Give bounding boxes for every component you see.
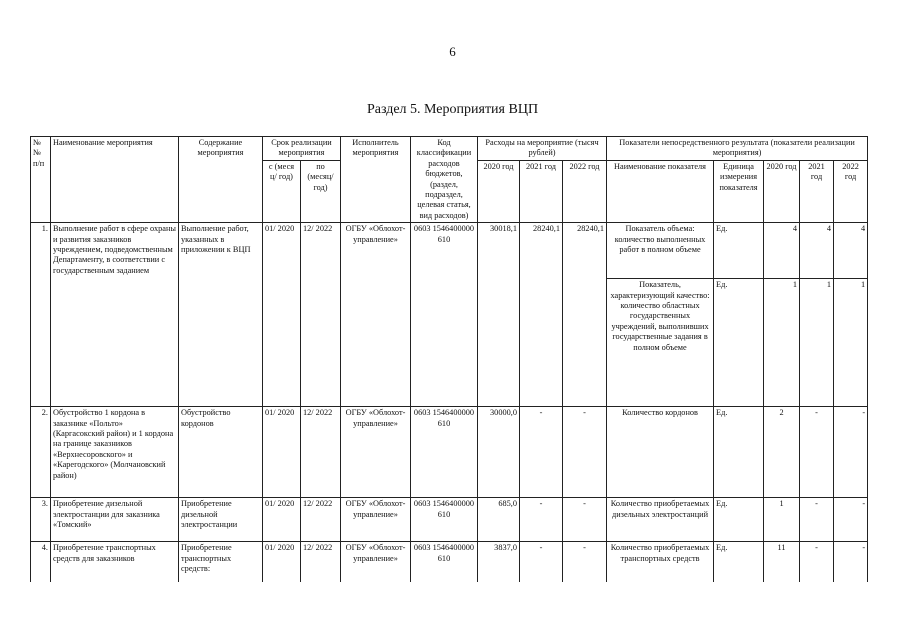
table-row <box>31 542 868 582</box>
measures-table <box>30 136 868 582</box>
row-to: 12/ 2022 <box>301 498 341 542</box>
row-name: Обустройство 1 кордона в заказнике «Польто» (Каргасокский район) и 1 кордона на границе заказников «Верхнесоровского» и «Карегодского» (Молчановский район) <box>51 407 179 498</box>
row-code: 0603 1546400000 610 <box>411 542 478 582</box>
header-exp-2020: 2020 год <box>478 160 520 222</box>
row-ind-2021: 1 <box>800 279 834 407</box>
section-title: Раздел 5. Мероприятия ВЦП <box>366 102 539 117</box>
row-from: 01/ 2020 <box>263 542 301 582</box>
row-exp-2021: 28240,1 <box>520 223 563 407</box>
header-num: №№ п/п <box>31 137 51 223</box>
header-ind-name: Наименование показателя <box>607 160 714 222</box>
row-num: 1. <box>31 223 51 407</box>
header-ind-2022: 2022 год <box>834 160 868 222</box>
row-unit: Ед. <box>714 498 764 542</box>
row-indicator-name: Количество приобретаемых дизельных электростанций <box>607 498 714 542</box>
row-unit: Ед. <box>714 407 764 498</box>
row-ind-2020: 2 <box>764 407 800 498</box>
row-num: 4. <box>31 542 51 582</box>
row-indicator-name: Количество приобретаемых транспортных средств <box>607 542 714 582</box>
header-period-from: с (меся ц/ год) <box>263 160 301 222</box>
row-from: 01/ 2020 <box>263 498 301 542</box>
row-executor: ОГБУ «Облохот-управление» <box>341 542 411 582</box>
row-ind-2022: 1 <box>834 279 868 407</box>
row-executor: ОГБУ «Облохот-управление» <box>341 407 411 498</box>
row-name: Приобретение транспортных средств для заказников <box>51 542 179 582</box>
row-name: Выполнение работ в сфере охраны и развития заказников учреждением, подведомственным Департаменту, в соответствии с государственным заданием <box>51 223 179 407</box>
header-name: Наименование мероприятия <box>51 137 179 223</box>
row-ind-2020: 1 <box>764 279 800 407</box>
row-exp-2022: - <box>563 542 607 582</box>
header-unit: Единица измерения показателя <box>714 160 764 222</box>
row-from: 01/ 2020 <box>263 407 301 498</box>
row-code: 0603 1546400000 610 <box>411 498 478 542</box>
table-row <box>31 498 868 542</box>
row-exp-2020: 30018,1 <box>478 223 520 407</box>
row-exp-2020: 3837,0 <box>478 542 520 582</box>
row-name: Приобретение дизельной электростанции для заказника «Томский» <box>51 498 179 542</box>
row-unit: Ед. <box>714 223 764 279</box>
row-indicator-name: Количество кордонов <box>607 407 714 498</box>
row-indicator-name: Показатель объема: количество выполненных работ в полном объеме <box>607 223 714 279</box>
row-exp-2022: - <box>563 407 607 498</box>
header-indicators: Показатели непосредственного результата (показатели реализации мероприятия) <box>607 137 868 161</box>
header-exp-2021: 2021 год <box>520 160 563 222</box>
row-executor: ОГБУ «Облохот-управление» <box>341 498 411 542</box>
row-ind-2022: - <box>834 407 868 498</box>
row-content: Выполнение работ, указанных в приложении к ВЦП <box>179 223 263 407</box>
row-ind-2021: 4 <box>800 223 834 279</box>
row-ind-2022: - <box>834 498 868 542</box>
row-exp-2021: - <box>520 407 563 498</box>
row-code: 0603 1546400000 610 <box>411 407 478 498</box>
row-num: 3. <box>31 498 51 542</box>
row-ind-2020: 11 <box>764 542 800 582</box>
header-executor: Исполнитель мероприятия <box>341 137 411 223</box>
row-content: Приобретение транспортных средств: <box>179 542 263 582</box>
row-code: 0603 1546400000 610 <box>411 223 478 407</box>
row-ind-2021: - <box>800 542 834 582</box>
page-number: 6 <box>449 44 456 59</box>
row-exp-2021: - <box>520 498 563 542</box>
header-code: Код классификации расходов бюджетов, (раздел, подраздел, целевая статья, вид расходов) <box>411 137 478 223</box>
row-content: Приобретение дизельной электростанции <box>179 498 263 542</box>
header-period: Срок реализации мероприятия <box>263 137 341 161</box>
row-ind-2021: - <box>800 498 834 542</box>
header-ind-2020: 2020 год <box>764 160 800 222</box>
row-content: Обустройство кордонов <box>179 407 263 498</box>
row-indicator-name: Показатель, характеризующий качество: количество областных государственных учреждений, выполнивших государственные задания в полном объеме <box>607 279 714 407</box>
row-from: 01/ 2020 <box>263 223 301 407</box>
row-exp-2020: 30000,0 <box>478 407 520 498</box>
row-to: 12/ 2022 <box>301 542 341 582</box>
row-ind-2021: - <box>800 407 834 498</box>
header-ind-2021: 2021 год <box>800 160 834 222</box>
row-exp-2021: - <box>520 542 563 582</box>
row-ind-2020: 1 <box>764 498 800 542</box>
row-exp-2022: - <box>563 498 607 542</box>
row-num: 2. <box>31 407 51 498</box>
row-exp-2020: 685,0 <box>478 498 520 542</box>
header-exp-2022: 2022 год <box>563 160 607 222</box>
table-row <box>31 223 868 279</box>
header-period-to: по (месяц/ год) <box>301 160 341 222</box>
row-exp-2022: 28240,1 <box>563 223 607 407</box>
row-ind-2022: 4 <box>834 223 868 279</box>
row-ind-2020: 4 <box>764 223 800 279</box>
row-unit: Ед. <box>714 542 764 582</box>
row-to: 12/ 2022 <box>301 407 341 498</box>
row-to: 12/ 2022 <box>301 223 341 407</box>
header-content: Содержание мероприятия <box>179 137 263 223</box>
row-ind-2022: - <box>834 542 868 582</box>
table-row <box>31 407 868 498</box>
header-expenses: Расходы на мероприятие (тысяч рублей) <box>478 137 607 161</box>
row-unit: Ед. <box>714 279 764 407</box>
row-executor: ОГБУ «Облохот-управление» <box>341 223 411 407</box>
